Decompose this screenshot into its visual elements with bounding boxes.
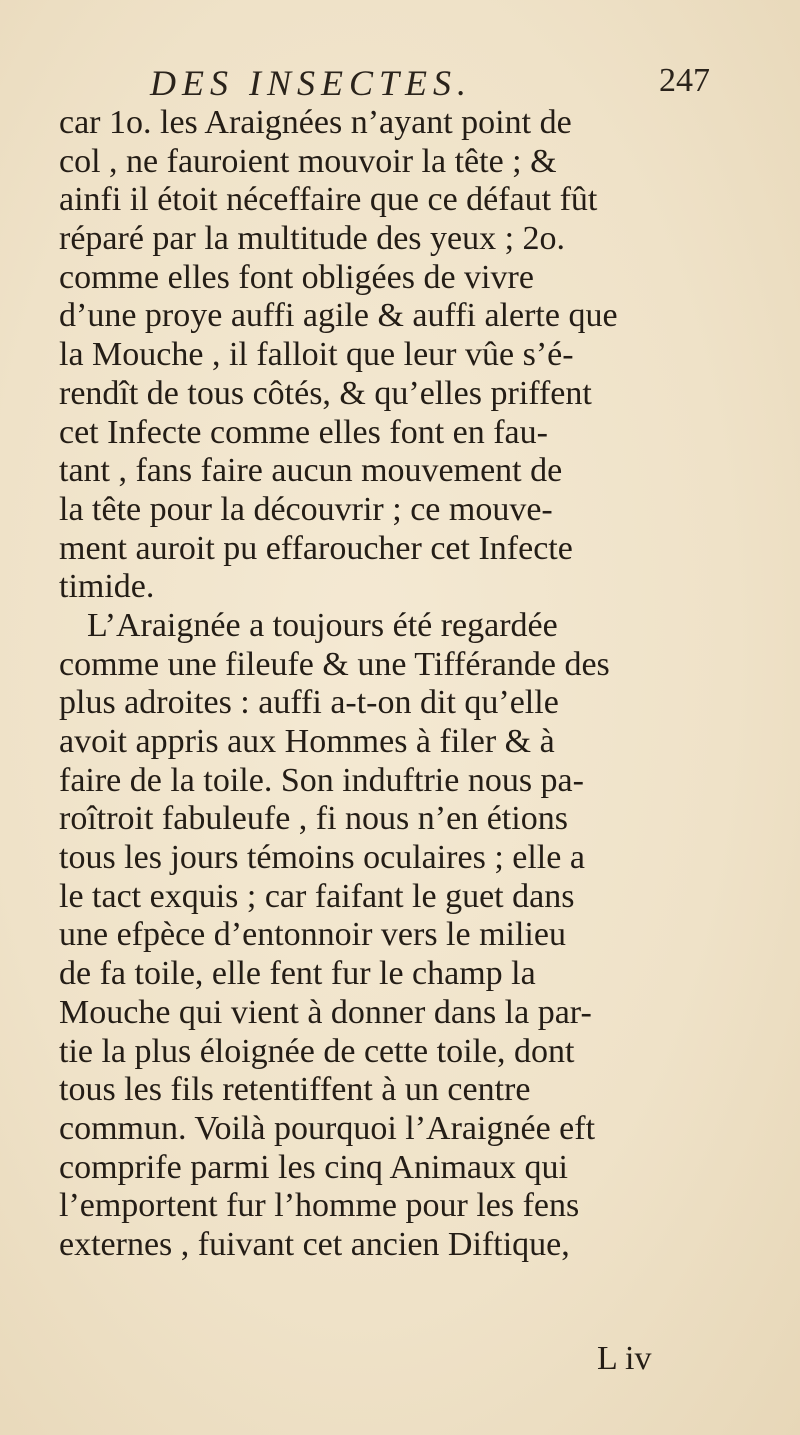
body-text <box>59 104 759 1265</box>
text-line: avoit appris aux Hommes à filer & à <box>59 723 555 760</box>
text-line: comme elles font obligées de vivre <box>59 258 534 296</box>
text-line: la tête pour la découvrir ; ce mouve- <box>59 490 553 528</box>
text-line: comprife parmi les cinq Animaux qui <box>59 1148 568 1186</box>
page-number: 247 <box>659 62 710 99</box>
text-line: tous les jours témoins oculaires ; elle a <box>59 839 585 877</box>
text-line: timide. <box>59 568 155 606</box>
text-line: plus adroites : auffi a-t-on dit qu’elle <box>59 684 559 722</box>
text-line: roîtroit fabuleufe , fi nous n’en étions <box>59 800 568 838</box>
text-line: la Mouche , il falloit que leur vûe s’é- <box>59 336 574 374</box>
text-line: d’une proye auffi agile & auffi alerte que <box>59 297 618 335</box>
text-line: comme une fileufe & une Tifférande des <box>59 645 610 683</box>
text-line: réparé par la multitude des yeux ; 2o. <box>59 220 566 258</box>
text-line: faire de la toile. Son induftrie nous pa- <box>59 761 584 799</box>
text-line: Mouche qui vient à donner dans la par- <box>59 993 592 1031</box>
text-line: de fa toile, elle fent fur le champ la <box>59 955 536 993</box>
signature-mark: L iv <box>597 1340 652 1377</box>
text-line: car 1o. les Araignées n’ayant point de <box>59 104 572 141</box>
text-line: cet Infecte comme elles font en fau- <box>59 413 548 451</box>
text-line: tie la plus éloignée de cette toile, dont <box>59 1032 575 1070</box>
text-line: externes , fuivant cet ancien Diftique, <box>59 1225 570 1263</box>
text-line: l’emportent fur l’homme pour les fens <box>59 1187 580 1225</box>
paragraph-start-line: L’Araignée a toujours été regardée <box>87 606 558 644</box>
text-line: tous les fils retentiffent à un centre <box>59 1071 531 1109</box>
text-line: ainfi il étoit néceffaire que ce défaut fût <box>59 181 598 219</box>
text-line: commun. Voilà pourquoi l’Araignée eft <box>59 1109 596 1147</box>
text-line: une efpèce d’entonnoir vers le milieu <box>59 916 566 954</box>
text-line: tant , fans faire aucun mouvement de <box>59 452 563 490</box>
running-title: DES INSECTES. <box>150 63 473 103</box>
text-line: ment auroit pu effaroucher cet Infecte <box>59 529 573 567</box>
text-line: rendît de tous côtés, & qu’elles priffent <box>59 374 592 412</box>
text-line: col , ne fauroient mouvoir la tête ; & <box>59 142 557 180</box>
text-line: le tact exquis ; car faifant le guet dans <box>59 877 575 915</box>
